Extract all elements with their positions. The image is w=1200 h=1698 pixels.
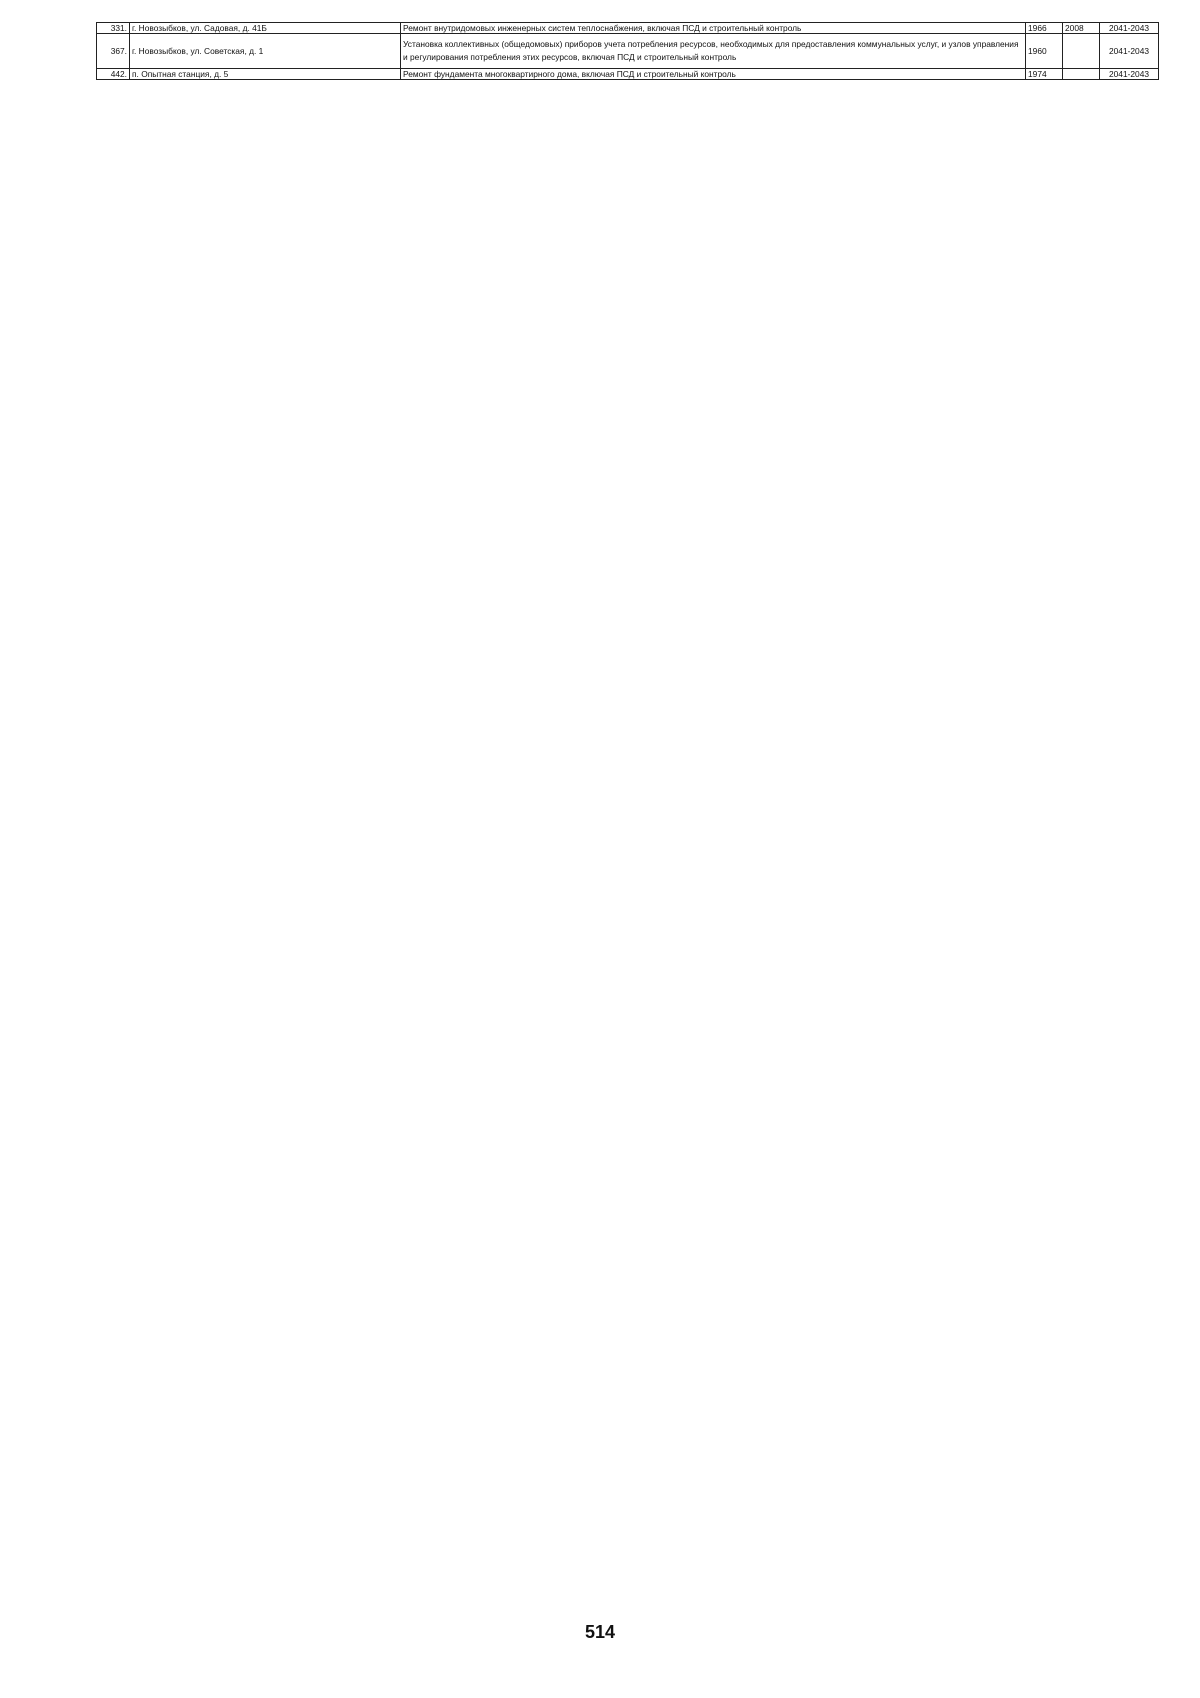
period-cell: 2041-2043 (1100, 34, 1159, 69)
work-type-cell: Установка коллективных (общедомовых) приборов учета потребления ресурсов, необходимых для предоставления коммунальных услуг, и узлов управления и регулирования потребления этих ресурсов, включая ПСД и строительный контроль (401, 34, 1026, 69)
address-cell: г. Новозыбков, ул. Садовая, д. 41Б (130, 23, 401, 34)
repair-year-cell (1063, 69, 1100, 80)
works-table (96, 22, 1159, 80)
table-row (97, 69, 1159, 80)
work-type-cell: Ремонт фундамента многоквартирного дома, включая ПСД и строительный контроль (401, 69, 1026, 80)
works-table-wrapper (96, 22, 1150, 80)
works-table-body (97, 23, 1159, 80)
build-year-cell: 1974 (1026, 69, 1063, 80)
repair-year-cell (1063, 34, 1100, 69)
period-cell: 2041-2043 (1100, 23, 1159, 34)
build-year-cell: 1966 (1026, 23, 1063, 34)
row-number-cell: 331. (97, 23, 130, 34)
address-cell: п. Опытная станция, д. 5 (130, 69, 401, 80)
page-number: 514 (584, 1622, 616, 1642)
work-type-cell: Ремонт внутридомовых инженерных систем теплоснабжения, включая ПСД и строительный контроль (401, 23, 1026, 34)
row-number-cell: 367. (97, 34, 130, 69)
repair-year-cell: 2008 (1063, 23, 1100, 34)
table-row (97, 34, 1159, 69)
build-year-cell: 1960 (1026, 34, 1063, 69)
period-cell: 2041-2043 (1100, 69, 1159, 80)
table-row (97, 23, 1159, 34)
address-cell: г. Новозыбков, ул. Советская, д. 1 (130, 34, 401, 69)
row-number-cell: 442. (97, 69, 130, 80)
